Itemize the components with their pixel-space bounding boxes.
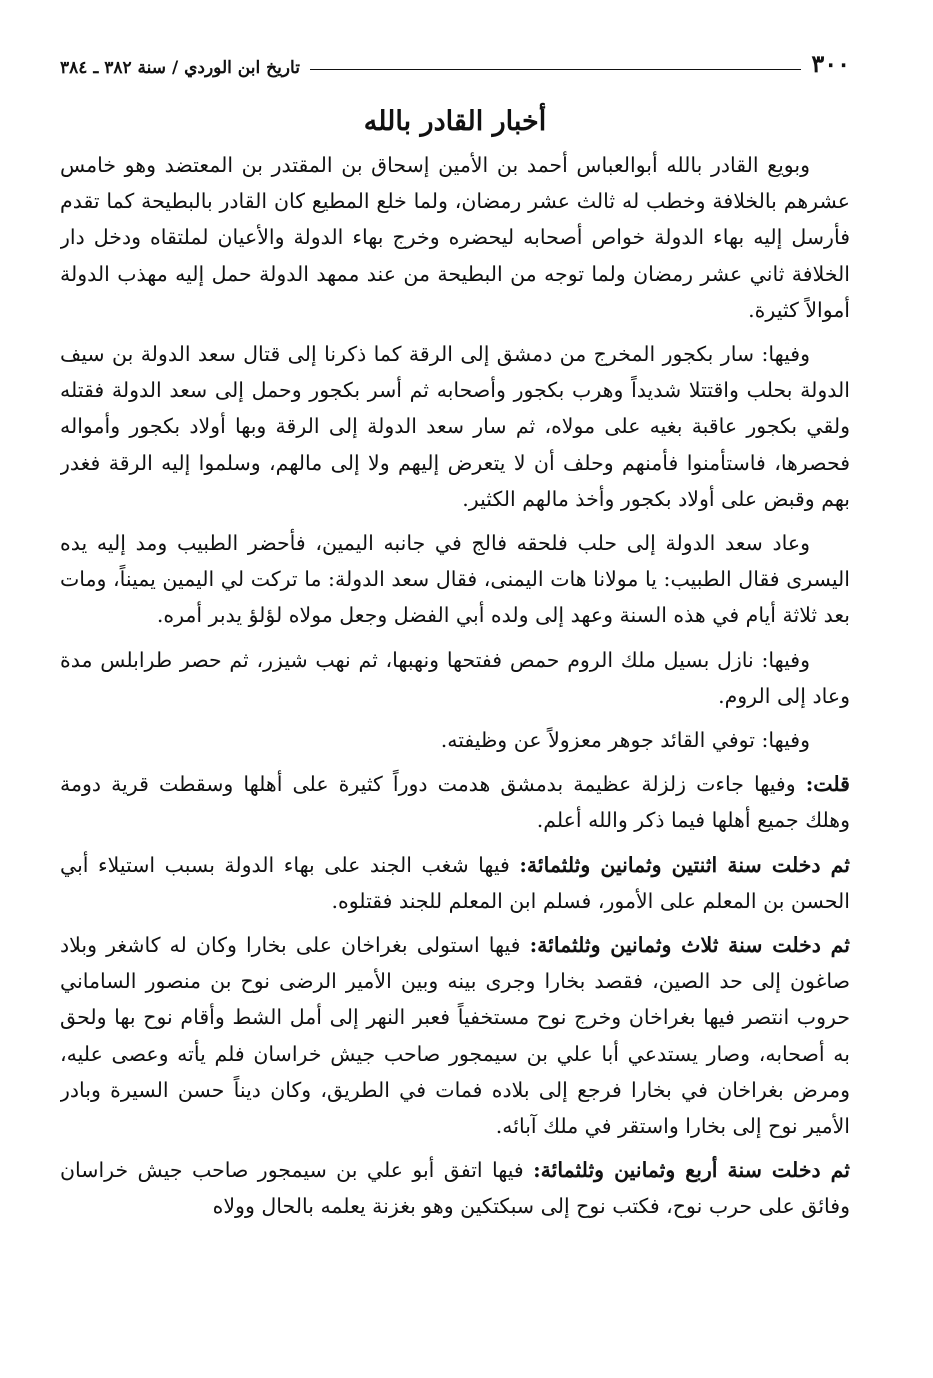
paragraph: وفيها: سار بكجور المخرج من دمشق إلى الرقة كما ذكرنا إلى قتال سعد الدولة بن سيف الدولة بحلب واقتتلا شديداً وهرب بكجور وأصحابه ثم أسر بكجور وحمل إلى سعد الدولة فقتله ولقي بكجور عاقبة بغيه على مولاه، ثم سار سعد الدولة إلى الرقة وبها أولاد بكجور وأمواله فحصرها، فاستأمنوا فأمنهم وحلف أن لا يتعرض إليهم ولا إلى مالهم، وسلموا إليه الرقة فغدر بهم وقبض على أولاد بكجور وأخذ مالهم الكثير. bbox=[60, 342, 850, 511]
paragraph: قلت: وفيها جاءت زلزلة عظيمة بدمشق هدمت دوراً كثيرة على أهلها وسقطت قرية دومة وهلك جميع أهلها فيما ذكر والله أعلم. bbox=[60, 772, 850, 833]
header-rule bbox=[310, 69, 801, 70]
paragraph: وفيها: نازل بسيل ملك الروم حمص ففتحها ونهبها، ثم نهب شيزر، ثم حصر طرابلس مدة وعاد إلى الروم. bbox=[60, 647, 850, 708]
paragraph: وعاد سعد الدولة إلى حلب فلحقه فالج في جانبه اليمين، فأحضر الطبيب ومد إليه يده اليسرى فقال الطبيب: يا مولانا هات اليمنى، فقال سعد الدولة: ما تركت لي اليمين يميناً، ومات بعد ثلاثة أيام في هذه السنة وعهد إلى ولده أبي الفضل وجعل مولاه لؤلؤ يدبر أمره. bbox=[60, 531, 850, 628]
paragraph: وفيها: توفي القائد جوهر معزولاً عن وظيفته. bbox=[440, 728, 810, 753]
body-text bbox=[60, 147, 850, 1225]
page-number: ٣٠٠ bbox=[811, 49, 850, 78]
book-page bbox=[60, 36, 850, 1356]
paragraph: ثم دخلت سنة أربع وثمانين وثلثمائة: فيها اتفق أبو علي بن سيمجور صاحب جيش خراسان وفائق على حرب نوح، فكتب نوح إلى سبكتكين وهو بغزنة يعلمه بالحال وولاه bbox=[60, 1158, 850, 1219]
section-title: أخبار القادر بالله bbox=[363, 106, 547, 137]
page-header bbox=[60, 36, 850, 78]
running-title: تاريخ ابن الوردي / سنة ٣٨٢ ـ ٣٨٤ bbox=[60, 58, 300, 78]
paragraph: ثم دخلت سنة اثنتين وثمانين وثلثمائة: فيها شغب الجند على بهاء الدولة بسبب استيلاء أبي الحسن بن المعلم على الأمور، فسلم ابن المعلم للجند فقتلوه. bbox=[60, 852, 850, 913]
paragraph: ثم دخلت سنة ثلاث وثمانين وثلثمائة: فيها استولى بغراخان على بخارا وكان له كاشغر وبلاد صاغون إلى حد الصين، فقصد بخارا وجرى بينه وبين الأمير الرضى نوح بن منصور الساماني حروب انتصر فيها بغراخان وخرج نوح مستخفياً فعبر النهر إلى أمل الشط وأقام نوح بها ولحق به أصحابه، وصار يستدعي أبا علي بن سيمجور صاحب جيش خراسان فلم يأته وعصى عليه، ومرض بغراخان في بخارا فرجع إلى بلاده فمات في الطريق، وكان ديناً حسن السيرة وبادر الأمير نوح إلى بخارا واستقر في ملك آبائه. bbox=[60, 933, 850, 1139]
paragraph: وبويع القادر بالله أبوالعباس أحمد بن الأمين إسحاق بن المقتدر بن المعتضد وهو خامس عشرهم بالخلافة وخطب له ثالث عشر رمضان، ولما خلع المطيع كان القادر بالبطيحة كما تقدم فأرسل إليه بهاء الدولة خواص أصحابه ليحضره وخرج بهاء الدولة والأعيان لملتقاه ودخل دار الخلافة ثاني عشر رمضان ولما توجه من البطيحة من عند ممهد الدولة حمل إليه مهذب الدولة أموالاً كثيرة. bbox=[60, 153, 850, 322]
